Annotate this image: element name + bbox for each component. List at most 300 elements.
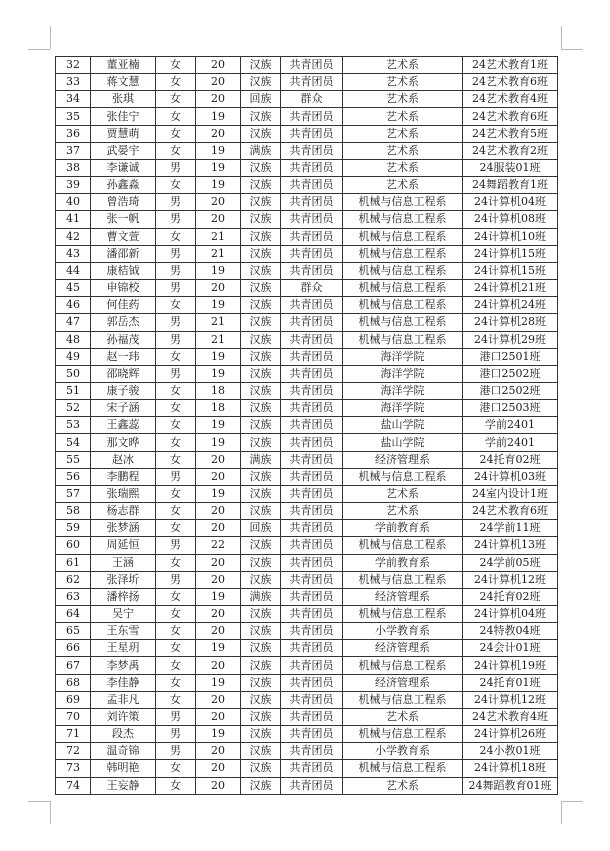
ethnicity-cell: 汉族 [241,108,281,125]
class-name-cell: 24服装01班 [463,159,558,176]
row-number-cell: 61 [56,554,91,571]
political-status-cell: 共青团员 [281,365,343,382]
row-number-cell: 68 [56,674,91,691]
gender-cell: 女 [156,125,196,142]
ethnicity-cell: 汉族 [241,743,281,760]
ethnicity-cell: 汉族 [241,537,281,554]
age-cell: 18 [196,382,241,399]
political-status-cell: 共青团员 [281,108,343,125]
table-row [56,554,558,571]
gender-cell: 女 [156,142,196,159]
political-status-cell: 共青团员 [281,434,343,451]
student-name-cell: 潘邵新 [91,245,156,262]
department-cell: 艺术系 [343,708,463,725]
political-status-cell: 共青团员 [281,262,343,279]
table-row [56,674,558,691]
ethnicity-cell: 汉族 [241,297,281,314]
table-row [56,434,558,451]
age-cell: 22 [196,537,241,554]
age-cell: 19 [196,365,241,382]
age-cell: 19 [196,297,241,314]
class-name-cell: 24特教04班 [463,623,558,640]
department-cell: 机械与信息工程系 [343,691,463,708]
political-status-cell: 共青团员 [281,606,343,623]
ethnicity-cell: 汉族 [241,640,281,657]
gender-cell: 男 [156,743,196,760]
gender-cell: 女 [156,434,196,451]
political-status-cell: 共青团员 [281,554,343,571]
row-number-cell: 72 [56,743,91,760]
gender-cell: 男 [156,314,196,331]
crop-mark-bottom-right-h [561,801,583,802]
student-name-cell: 李谦诚 [91,159,156,176]
student-name-cell: 张梦涵 [91,520,156,537]
department-cell: 海洋学院 [343,348,463,365]
ethnicity-cell: 汉族 [241,503,281,520]
class-name-cell: 24计算机12班 [463,691,558,708]
class-name-cell: 24艺术教育1班 [463,57,558,74]
row-number-cell: 46 [56,297,91,314]
student-name-cell: 李梦禹 [91,657,156,674]
gender-cell: 男 [156,708,196,725]
gender-cell: 女 [156,640,196,657]
department-cell: 机械与信息工程系 [343,760,463,777]
gender-cell: 女 [156,382,196,399]
table-row [56,245,558,262]
table-row [56,125,558,142]
class-name-cell: 24计算机08班 [463,211,558,228]
row-number-cell: 47 [56,314,91,331]
table-row [56,520,558,537]
class-name-cell: 24计算机04班 [463,194,558,211]
class-name-cell: 24艺术教育6班 [463,74,558,91]
student-name-cell: 王妄静 [91,777,156,794]
department-cell: 盐山学院 [343,417,463,434]
department-cell: 艺术系 [343,108,463,125]
class-name-cell: 24托育02班 [463,588,558,605]
class-name-cell: 24艺术教育6班 [463,503,558,520]
ethnicity-cell: 汉族 [241,365,281,382]
political-status-cell: 共青团员 [281,314,343,331]
ethnicity-cell: 汉族 [241,211,281,228]
student-name-cell: 宋子涵 [91,400,156,417]
table-row [56,142,558,159]
ethnicity-cell: 汉族 [241,674,281,691]
department-cell: 机械与信息工程系 [343,211,463,228]
student-roster-table [55,56,558,795]
gender-cell: 女 [156,503,196,520]
political-status-cell: 共青团员 [281,348,343,365]
table-row [56,400,558,417]
table-row [56,708,558,725]
political-status-cell: 共青团员 [281,57,343,74]
ethnicity-cell: 汉族 [241,400,281,417]
class-name-cell: 港口2502班 [463,382,558,399]
crop-mark-bottom-left-h [28,801,50,802]
student-name-cell: 温奇锦 [91,743,156,760]
gender-cell: 女 [156,554,196,571]
political-status-cell: 共青团员 [281,468,343,485]
department-cell: 艺术系 [343,177,463,194]
class-name-cell: 24计算机04班 [463,606,558,623]
row-number-cell: 69 [56,691,91,708]
student-name-cell: 孙鑫淼 [91,177,156,194]
ethnicity-cell: 汉族 [241,554,281,571]
department-cell: 机械与信息工程系 [343,245,463,262]
ethnicity-cell: 满族 [241,588,281,605]
student-name-cell: 武晏宇 [91,142,156,159]
gender-cell: 男 [156,571,196,588]
student-name-cell: 潘梓扬 [91,588,156,605]
table-row [56,777,558,794]
political-status-cell: 共青团员 [281,485,343,502]
ethnicity-cell: 汉族 [241,726,281,743]
ethnicity-cell: 汉族 [241,571,281,588]
department-cell: 艺术系 [343,57,463,74]
age-cell: 19 [196,640,241,657]
class-name-cell: 24艺术教育6班 [463,108,558,125]
row-number-cell: 32 [56,57,91,74]
table-row [56,606,558,623]
gender-cell: 女 [156,606,196,623]
department-cell: 机械与信息工程系 [343,297,463,314]
department-cell: 小学教育系 [343,743,463,760]
student-name-cell: 王星玥 [91,640,156,657]
ethnicity-cell: 汉族 [241,708,281,725]
class-name-cell: 24会计01班 [463,640,558,657]
ethnicity-cell: 汉族 [241,417,281,434]
table-row [56,177,558,194]
ethnicity-cell: 满族 [241,451,281,468]
age-cell: 19 [196,726,241,743]
table-row [56,194,558,211]
class-name-cell: 24室内设计1班 [463,485,558,502]
gender-cell: 女 [156,485,196,502]
department-cell: 艺术系 [343,777,463,794]
gender-cell: 女 [156,520,196,537]
row-number-cell: 55 [56,451,91,468]
student-name-cell: 吴宁 [91,606,156,623]
political-status-cell: 共青团员 [281,691,343,708]
student-name-cell: 郭岳杰 [91,314,156,331]
political-status-cell: 共青团员 [281,451,343,468]
gender-cell: 女 [156,691,196,708]
student-name-cell: 贾慧萌 [91,125,156,142]
table-row [56,211,558,228]
class-name-cell: 24计算机19班 [463,657,558,674]
class-name-cell: 24艺术教育4班 [463,708,558,725]
table-row [56,743,558,760]
row-number-cell: 44 [56,262,91,279]
row-number-cell: 36 [56,125,91,142]
political-status-cell: 共青团员 [281,331,343,348]
class-name-cell: 24艺术教育5班 [463,125,558,142]
table-row [56,365,558,382]
political-status-cell: 共青团员 [281,159,343,176]
gender-cell: 男 [156,365,196,382]
table-row [56,588,558,605]
crop-mark-top-right-v [561,26,562,49]
table-row [56,91,558,108]
age-cell: 20 [196,520,241,537]
class-name-cell: 24计算机24班 [463,297,558,314]
department-cell: 机械与信息工程系 [343,657,463,674]
gender-cell: 男 [156,726,196,743]
class-name-cell: 学前2401 [463,417,558,434]
age-cell: 20 [196,211,241,228]
political-status-cell: 共青团员 [281,571,343,588]
ethnicity-cell: 汉族 [241,760,281,777]
student-name-cell: 王鑫蕊 [91,417,156,434]
department-cell: 艺术系 [343,74,463,91]
age-cell: 19 [196,674,241,691]
gender-cell: 男 [156,245,196,262]
ethnicity-cell: 汉族 [241,177,281,194]
age-cell: 20 [196,194,241,211]
age-cell: 20 [196,125,241,142]
table-row [56,331,558,348]
student-name-cell: 孙福茂 [91,331,156,348]
ethnicity-cell: 汉族 [241,348,281,365]
ethnicity-cell: 汉族 [241,228,281,245]
gender-cell: 男 [156,211,196,228]
table-row [56,571,558,588]
gender-cell: 女 [156,588,196,605]
gender-cell: 女 [156,228,196,245]
political-status-cell: 共青团员 [281,74,343,91]
department-cell: 学前教育系 [343,520,463,537]
student-name-cell: 张佳宁 [91,108,156,125]
political-status-cell: 共青团员 [281,674,343,691]
political-status-cell: 共青团员 [281,657,343,674]
student-name-cell: 申锦校 [91,280,156,297]
class-name-cell: 24计算机10班 [463,228,558,245]
political-status-cell: 共青团员 [281,640,343,657]
ethnicity-cell: 汉族 [241,485,281,502]
class-name-cell: 24计算机18班 [463,760,558,777]
political-status-cell: 共青团员 [281,743,343,760]
student-name-cell: 那文晔 [91,434,156,451]
gender-cell: 男 [156,331,196,348]
gender-cell: 男 [156,159,196,176]
age-cell: 19 [196,177,241,194]
class-name-cell: 24计算机13班 [463,537,558,554]
row-number-cell: 42 [56,228,91,245]
age-cell: 20 [196,91,241,108]
ethnicity-cell: 汉族 [241,314,281,331]
student-name-cell: 张瑞熙 [91,485,156,502]
class-name-cell: 24舞蹈教育01班 [463,777,558,794]
age-cell: 19 [196,588,241,605]
ethnicity-cell: 汉族 [241,159,281,176]
gender-cell: 男 [156,537,196,554]
age-cell: 20 [196,743,241,760]
age-cell: 18 [196,400,241,417]
political-status-cell: 共青团员 [281,760,343,777]
political-status-cell: 共青团员 [281,503,343,520]
table-row [56,623,558,640]
gender-cell: 女 [156,400,196,417]
row-number-cell: 49 [56,348,91,365]
gender-cell: 女 [156,297,196,314]
gender-cell: 女 [156,108,196,125]
class-name-cell: 港口2502班 [463,365,558,382]
political-status-cell: 共青团员 [281,708,343,725]
political-status-cell: 共青团员 [281,537,343,554]
table-row [56,485,558,502]
gender-cell: 女 [156,91,196,108]
age-cell: 20 [196,571,241,588]
political-status-cell: 共青团员 [281,125,343,142]
department-cell: 经济管理系 [343,451,463,468]
class-name-cell: 24计算机29班 [463,331,558,348]
age-cell: 20 [196,554,241,571]
age-cell: 20 [196,468,241,485]
department-cell: 艺术系 [343,503,463,520]
department-cell: 机械与信息工程系 [343,262,463,279]
ethnicity-cell: 汉族 [241,331,281,348]
class-name-cell: 24计算机26班 [463,726,558,743]
department-cell: 小学教育系 [343,623,463,640]
age-cell: 19 [196,434,241,451]
age-cell: 19 [196,108,241,125]
gender-cell: 女 [156,417,196,434]
ethnicity-cell: 汉族 [241,280,281,297]
row-number-cell: 39 [56,177,91,194]
student-name-cell: 曹文萱 [91,228,156,245]
crop-mark-bottom-left-v [50,801,51,824]
department-cell: 机械与信息工程系 [343,468,463,485]
crop-mark-top-left-h [28,49,50,50]
political-status-cell: 共青团员 [281,228,343,245]
department-cell: 艺术系 [343,485,463,502]
class-name-cell: 24计算机03班 [463,468,558,485]
age-cell: 19 [196,417,241,434]
age-cell: 19 [196,159,241,176]
age-cell: 20 [196,708,241,725]
political-status-cell: 共青团员 [281,177,343,194]
gender-cell: 女 [156,777,196,794]
class-name-cell: 学前2401 [463,434,558,451]
age-cell: 20 [196,760,241,777]
table-row [56,503,558,520]
age-cell: 20 [196,57,241,74]
ethnicity-cell: 汉族 [241,623,281,640]
age-cell: 20 [196,606,241,623]
table-row [56,314,558,331]
table-row [56,228,558,245]
student-name-cell: 赵一玮 [91,348,156,365]
ethnicity-cell: 汉族 [241,57,281,74]
age-cell: 20 [196,691,241,708]
department-cell: 机械与信息工程系 [343,606,463,623]
row-number-cell: 45 [56,280,91,297]
ethnicity-cell: 汉族 [241,606,281,623]
class-name-cell: 24托育02班 [463,451,558,468]
gender-cell: 女 [156,623,196,640]
age-cell: 20 [196,451,241,468]
student-name-cell: 孟非凡 [91,691,156,708]
crop-mark-top-left-v [50,26,51,49]
ethnicity-cell: 汉族 [241,245,281,262]
row-number-cell: 48 [56,331,91,348]
class-name-cell: 24小教01班 [463,743,558,760]
ethnicity-cell: 回族 [241,520,281,537]
ethnicity-cell: 汉族 [241,434,281,451]
crop-mark-top-right-h [561,49,583,50]
crop-mark-bottom-right-v [561,801,562,824]
ethnicity-cell: 汉族 [241,125,281,142]
row-number-cell: 51 [56,382,91,399]
student-name-cell: 周延恒 [91,537,156,554]
department-cell: 经济管理系 [343,588,463,605]
gender-cell: 男 [156,262,196,279]
department-cell: 海洋学院 [343,382,463,399]
gender-cell: 男 [156,194,196,211]
row-number-cell: 63 [56,588,91,605]
student-name-cell: 杨志群 [91,503,156,520]
department-cell: 机械与信息工程系 [343,314,463,331]
political-status-cell: 共青团员 [281,777,343,794]
class-name-cell: 24计算机21班 [463,280,558,297]
student-name-cell: 董亚楠 [91,57,156,74]
student-name-cell: 康桔钺 [91,262,156,279]
department-cell: 艺术系 [343,125,463,142]
political-status-cell: 共青团员 [281,194,343,211]
table-row [56,417,558,434]
age-cell: 20 [196,657,241,674]
row-number-cell: 50 [56,365,91,382]
table-row [56,382,558,399]
student-name-cell: 曾浩琦 [91,194,156,211]
table-row [56,159,558,176]
class-name-cell: 24艺术教育4班 [463,91,558,108]
political-status-cell: 共青团员 [281,211,343,228]
department-cell: 经济管理系 [343,640,463,657]
political-status-cell: 群众 [281,280,343,297]
student-name-cell: 王东雪 [91,623,156,640]
age-cell: 20 [196,74,241,91]
ethnicity-cell: 汉族 [241,74,281,91]
row-number-cell: 41 [56,211,91,228]
department-cell: 盐山学院 [343,434,463,451]
age-cell: 20 [196,280,241,297]
department-cell: 机械与信息工程系 [343,571,463,588]
department-cell: 机械与信息工程系 [343,537,463,554]
ethnicity-cell: 汉族 [241,262,281,279]
row-number-cell: 64 [56,606,91,623]
gender-cell: 女 [156,348,196,365]
table-body [56,57,558,795]
gender-cell: 女 [156,74,196,91]
political-status-cell: 共青团员 [281,297,343,314]
ethnicity-cell: 回族 [241,91,281,108]
student-name-cell: 蒋文慧 [91,74,156,91]
age-cell: 21 [196,228,241,245]
table-row [56,74,558,91]
age-cell: 19 [196,262,241,279]
student-name-cell: 赵冰 [91,451,156,468]
age-cell: 21 [196,245,241,262]
age-cell: 20 [196,623,241,640]
political-status-cell: 共青团员 [281,726,343,743]
department-cell: 学前教育系 [343,554,463,571]
table-row [56,451,558,468]
age-cell: 19 [196,348,241,365]
political-status-cell: 共青团员 [281,400,343,417]
class-name-cell: 24托育01班 [463,674,558,691]
department-cell: 机械与信息工程系 [343,194,463,211]
